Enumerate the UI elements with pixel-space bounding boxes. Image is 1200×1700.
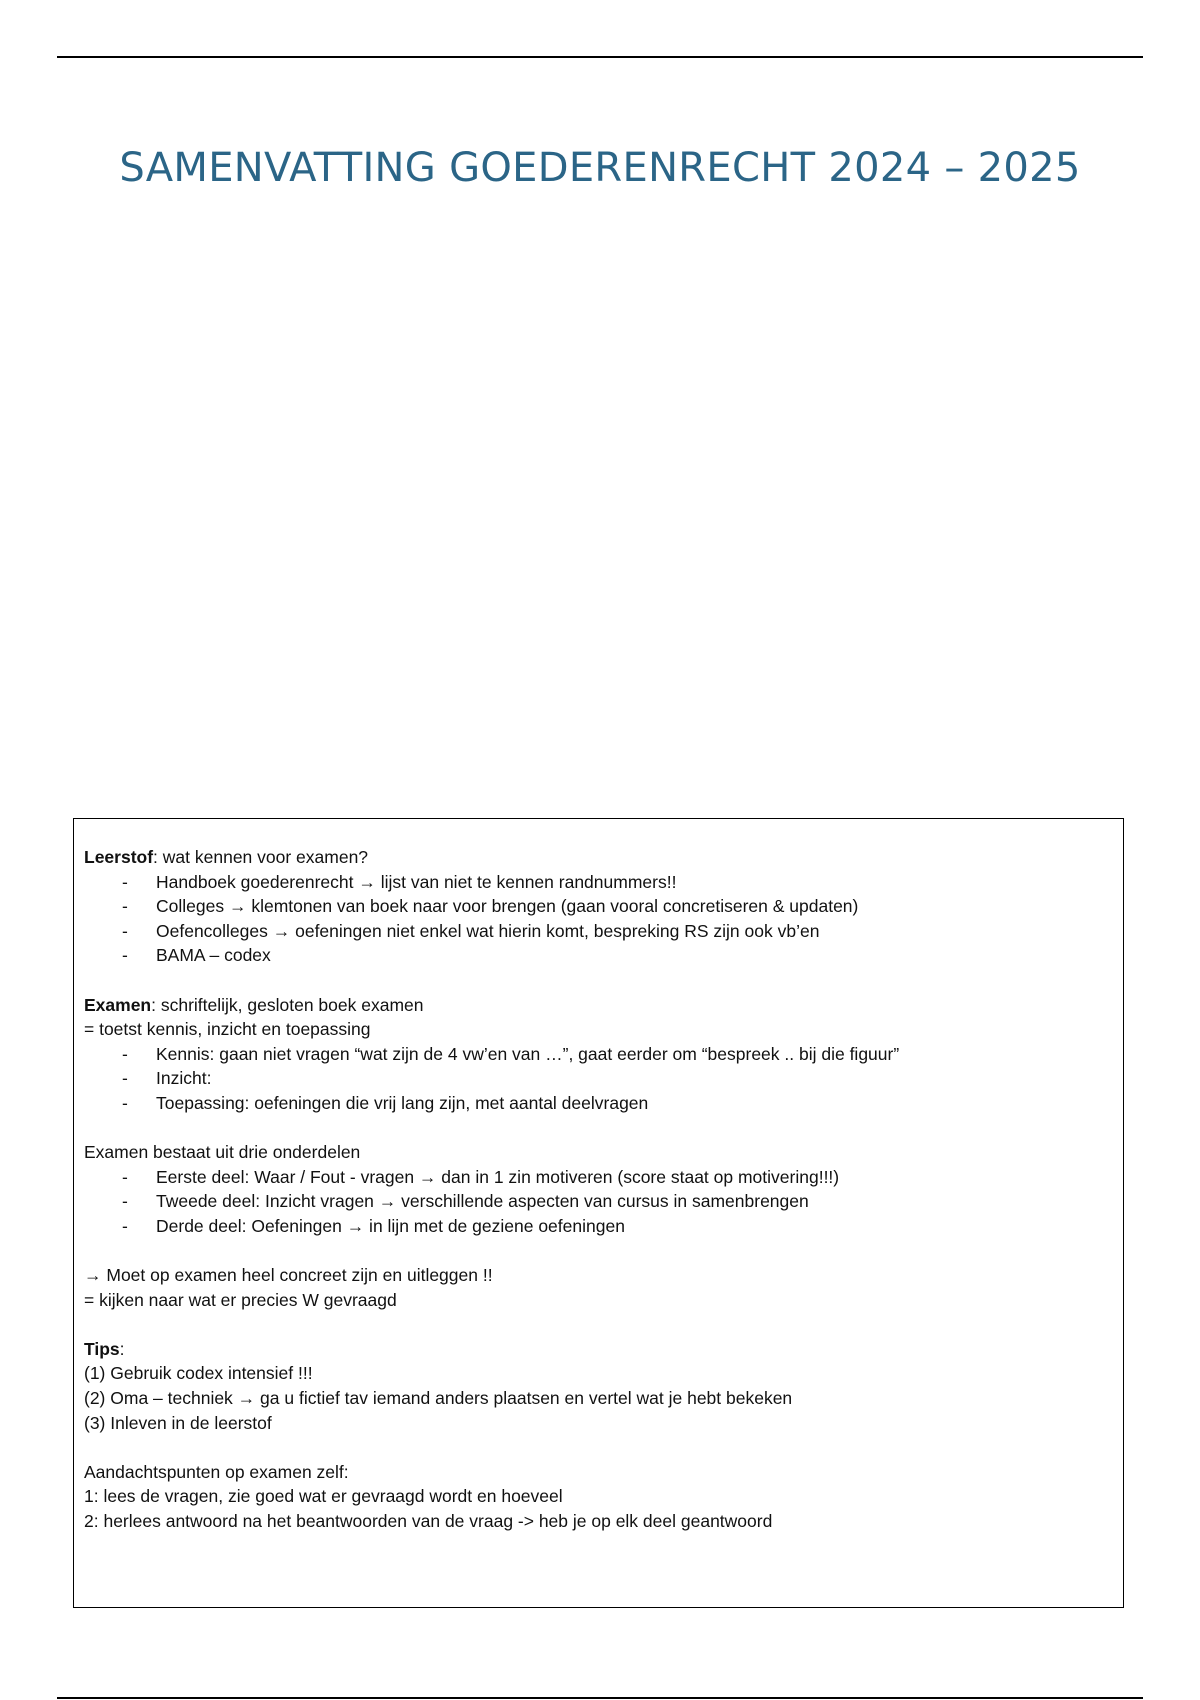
- spacer: [84, 1116, 1113, 1141]
- tip-item: (2) Oma – techniek → ga u fictief tav iemand anders plaatsen en vertel wat je hebt bekeken: [84, 1388, 793, 1409]
- list-item: - Toepassing: oefeningen die vrij lang zijn, met aantal deelvragen: [84, 1091, 1113, 1116]
- list-item: - Inzicht:: [84, 1066, 1113, 1091]
- tips-rest: :: [119, 1338, 125, 1359]
- list-item: - Tweede deel: Inzicht vragen → verschillende aspecten van cursus in samenbrengen: [84, 1189, 1113, 1214]
- leerstof-list: [84, 870, 1113, 968]
- list-item: - Oefencolleges → oefeningen niet enkel wat hierin komt, bespreking RS zijn ook vb’en: [84, 919, 1113, 944]
- tip-item: (1) Gebruik codex intensief !!!: [84, 1363, 313, 1384]
- leerstof-rest: : wat kennen voor examen?: [153, 847, 369, 867]
- leerstof-label: Leerstof: [84, 847, 154, 867]
- aandacht-intro: Aandachtspunten op examen zelf:: [84, 1461, 349, 1482]
- spacer: [84, 1435, 1113, 1460]
- list-item: - BAMA – codex: [84, 943, 1113, 968]
- aandacht-item: 1: lees de vragen, zie goed wat er gevraagd wordt en hoeveel: [84, 1486, 563, 1507]
- tip-item: (3) Inleven in de leerstof: [84, 1412, 272, 1433]
- onderdelen-list: [84, 1165, 1113, 1239]
- list-item: - Eerste deel: Waar / Fout - vragen → dan in 1 zin motiveren (score staat op motivering!!!): [84, 1165, 1113, 1190]
- examen-rest: : schriftelijk, gesloten boek examen: [151, 994, 424, 1015]
- summary-box: [73, 818, 1124, 1608]
- tips-label: Tips: [84, 1338, 120, 1359]
- spacer: [84, 1312, 1113, 1337]
- concreet-line2: = kijken naar wat er precies W gevraagd: [84, 1289, 397, 1310]
- tips-heading: [84, 1337, 1113, 1362]
- examen-list: [84, 1042, 1113, 1116]
- bottom-rule: [57, 1697, 1143, 1699]
- spacer: [84, 1239, 1113, 1264]
- list-item: - Handboek goederenrecht → lijst van niet te kennen randnummers!!: [84, 870, 1113, 895]
- list-item: - Derde deel: Oefeningen → in lijn met de geziene oefeningen: [84, 1214, 1113, 1239]
- page-title: SAMENVATTING GOEDERENRECHT 2024 – 2025: [119, 145, 1081, 191]
- examen-line2: = toetst kennis, inzicht en toepassing: [84, 1019, 371, 1040]
- leerstof-heading: [84, 845, 1113, 870]
- examen-heading: [84, 993, 1113, 1018]
- aandacht-item: 2: herlees antwoord na het beantwoorden van de vraag -> heb je op elk deel geantwoord: [84, 1511, 773, 1532]
- onderdelen-intro: Examen bestaat uit drie onderdelen: [84, 1142, 361, 1163]
- spacer: [84, 968, 1113, 993]
- examen-label: Examen: [84, 994, 152, 1015]
- list-item: - Kennis: gaan niet vragen “wat zijn de 4 vw’en van …”, gaat eerder om “bespreek .. bij die figuur”: [84, 1042, 1113, 1067]
- list-item: - Colleges → klemtonen van boek naar voor brengen (gaan vooral concretiseren & updaten): [84, 894, 1113, 919]
- top-rule: [57, 56, 1143, 58]
- concreet-line1: → Moet op examen heel concreet zijn en uitleggen !!: [84, 1265, 493, 1286]
